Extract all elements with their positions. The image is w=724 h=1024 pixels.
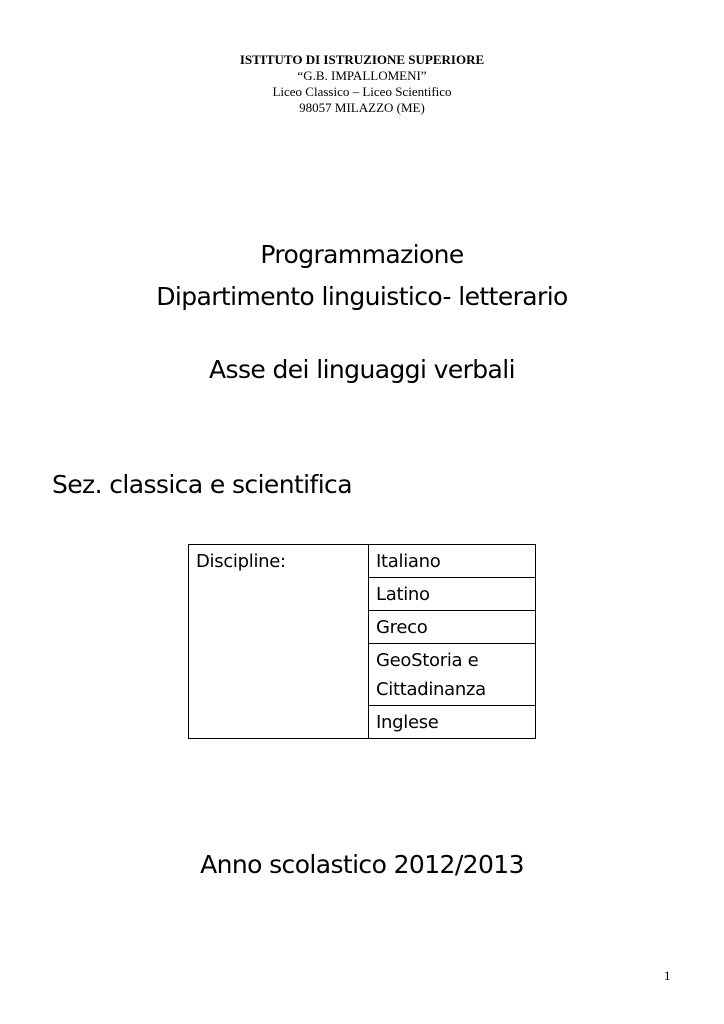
discipline-italiano: Italiano	[369, 545, 536, 578]
page-number: 1	[664, 968, 671, 983]
school-year: Anno scolastico 2012/2013	[200, 850, 524, 879]
discipline-latino: Latino	[369, 578, 536, 611]
section-heading: Sez. classica e scientifica	[52, 470, 352, 499]
axis-title: Asse dei linguaggi verbali	[209, 355, 515, 384]
table-row	[189, 545, 536, 578]
disciplines-label: Discipline:	[189, 545, 369, 739]
school-address: 98057 MILAZZO (ME)	[299, 100, 425, 115]
document-title: Programmazione	[260, 240, 464, 269]
discipline-inglese: Inglese	[369, 706, 536, 739]
disciplines-table	[188, 544, 536, 739]
document-header	[0, 52, 724, 116]
school-type: Liceo Classico – Liceo Scientifico	[272, 84, 452, 99]
department-title: Dipartimento linguistico- letterario	[156, 282, 568, 311]
discipline-greco: Greco	[369, 611, 536, 644]
discipline-geostoria: GeoStoria e Cittadinanza	[369, 644, 536, 706]
institution-name: ISTITUTO DI ISTRUZIONE SUPERIORE	[239, 52, 485, 67]
school-name: “G.B. IMPALLOMENI”	[297, 68, 427, 83]
